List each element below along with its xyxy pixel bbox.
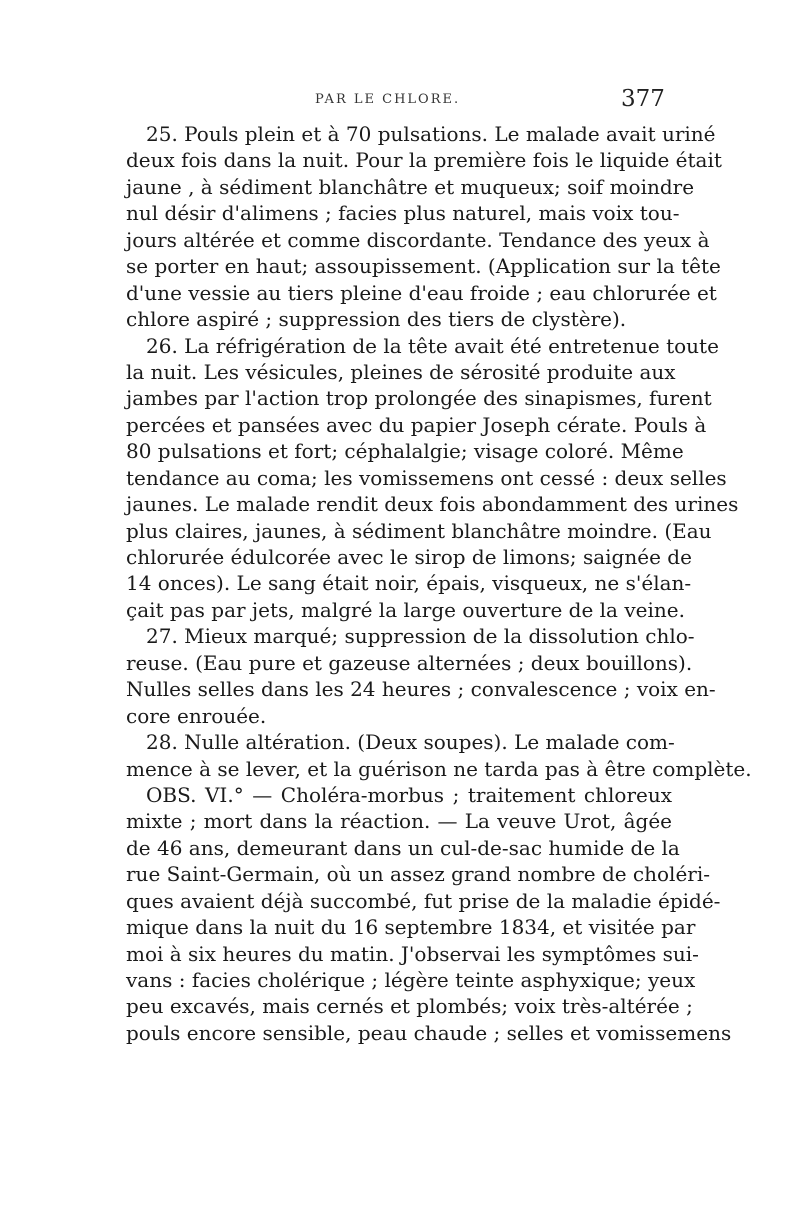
text-line: OBS. VI.° — Choléra-morbus ; traitement chloreux	[146, 782, 672, 807]
text-line: çait pas par jets, malgré la large ouverture de la veine.	[126, 597, 685, 622]
text-line: jours altérée et comme discordante. Tendance des yeux à	[126, 227, 710, 252]
text-line: moi à six heures du matin. J'observai les symptômes sui-	[126, 941, 699, 966]
text-line: percées et pansées avec du papier Joseph cérate. Pouls à	[126, 412, 707, 437]
text-line: peu excavés, mais cernés et plombés; voix très-altérée ;	[126, 994, 693, 1019]
text-line: mique dans la nuit du 16 septembre 1834, et visitée par	[126, 915, 696, 940]
text-line: 28. Nulle altération. (Deux soupes). Le malade com-	[146, 730, 675, 755]
running-title: PAR LE CHLORE.	[315, 92, 461, 107]
text-line: chlore aspiré ; suppression des tiers de clystère).	[126, 307, 627, 332]
text-line: 26. La réfrigération de la tête avait été entretenue toute	[146, 333, 719, 358]
text-line: ques avaient déjà succombé, fut prise de la maladie épidé-	[126, 888, 721, 913]
text-line: mence à se lever, et la guérison ne tarda pas à être complète.	[126, 756, 752, 781]
text-line: vans : facies cholérique ; légère teinte asphyxique; yeux	[126, 968, 696, 992]
text-line: plus claires, jaunes, à sédiment blanchâtre moindre. (Eau	[126, 518, 712, 543]
text-line: mixte ; mort dans la réaction. — La veuve Urot, âgée	[126, 809, 672, 834]
text-line: Nulles selles dans les 24 heures ; convalescence ; voix en-	[126, 677, 716, 702]
text-line: rue Saint-Germain, où un assez grand nombre de choléri-	[126, 862, 711, 887]
text-line: 25. Pouls plein et à 70 pulsations. Le malade avait uriné	[146, 122, 716, 146]
text-line: 27. Mieux marqué; suppression de la dissolution chlo-	[146, 624, 695, 649]
body-text	[126, 121, 752, 1046]
text-line: d'une vessie au tiers pleine d'eau froide ; eau chlorurée et	[126, 280, 717, 305]
text-line: jambes par l'action trop prolongée des sinapismes, furent	[126, 386, 712, 411]
text-line: jaune , à sédiment blanchâtre et muqueux; soif moindre	[126, 174, 695, 199]
text-line: jaunes. Le malade rendit deux fois abondamment des urines	[126, 492, 739, 517]
text-line: reuse. (Eau pure et gazeuse alternées ; deux bouillons).	[126, 650, 693, 675]
text-line: de 46 ans, demeurant dans un cul-de-sac humide de la	[126, 835, 680, 860]
text-line: se porter en haut; assoupissement. (Application sur la tête	[126, 254, 721, 279]
text-line: la nuit. Les vésicules, pleines de sérosité produite aux	[126, 359, 676, 384]
text-line: 14 onces). Le sang était noir, épais, visqueux, ne s'élan-	[126, 571, 692, 596]
page-number: 377	[621, 86, 665, 112]
text-line: 80 pulsations et fort; céphalalgie; visage coloré. Même	[126, 439, 684, 464]
text-line: chlorurée édulcorée avec le sirop de limons; saignée de	[126, 545, 692, 569]
text-line: core enrouée.	[126, 703, 267, 728]
text-line: deux fois dans la nuit. Pour la première fois le liquide était	[126, 148, 722, 173]
text-line: nul désir d'alimens ; facies plus naturel, mais voix tou-	[126, 201, 680, 226]
text-line: tendance au coma; les vomissemens ont cessé : deux selles	[126, 465, 727, 490]
text-line: pouls encore sensible, peau chaude ; selles et vomissemens	[126, 1020, 732, 1045]
